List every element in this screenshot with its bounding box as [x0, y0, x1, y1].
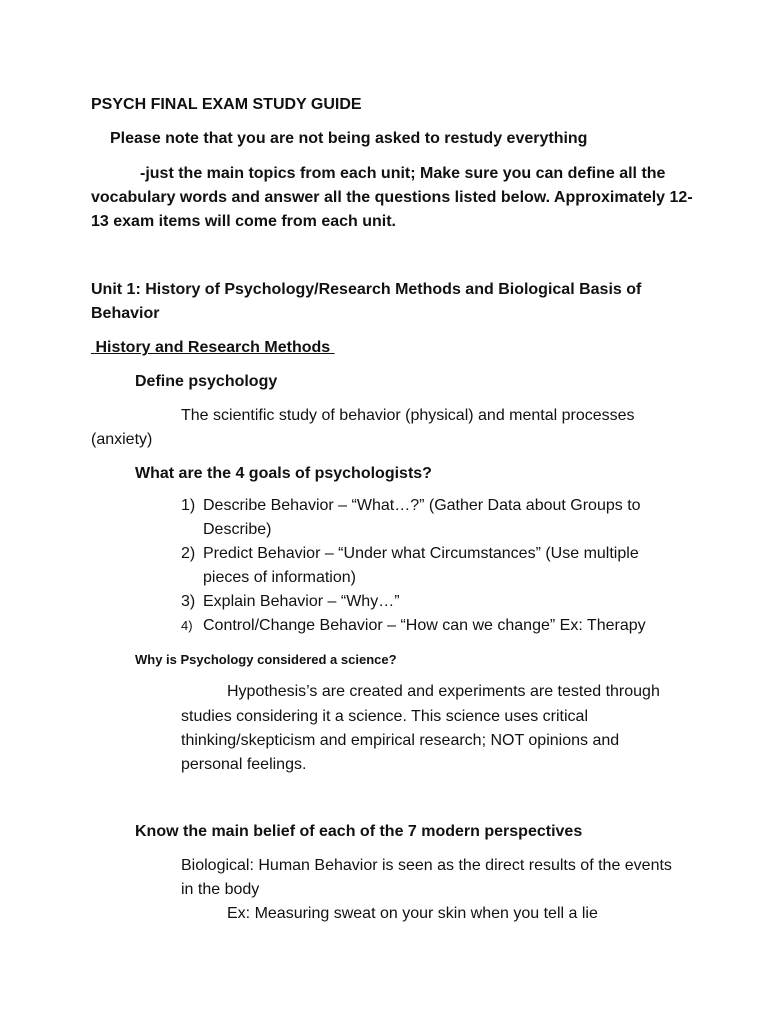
- answer-define-line-2: (anxiety): [91, 431, 153, 448]
- question-why-science: Why is Psychology considered a science?: [135, 652, 397, 667]
- question-perspectives: Know the main belief of each of the 7 modern perspectives: [135, 823, 583, 840]
- list-item: [181, 494, 661, 542]
- list-item-text-continued: Describe): [203, 521, 272, 538]
- list-item-number: 3): [181, 593, 196, 610]
- answer-science-line-4: personal feelings.: [181, 756, 307, 773]
- document-title: PSYCH FINAL EXAM STUDY GUIDE: [91, 96, 362, 113]
- note-line-4: 13 exam items will come from each unit.: [91, 213, 396, 230]
- list-item-text: Explain Behavior – “Why…”: [203, 593, 400, 610]
- list-item-number: 1): [181, 497, 196, 514]
- list-item: [181, 614, 661, 638]
- biological-line-2: in the body: [181, 881, 260, 898]
- list-item-number: 4): [181, 618, 193, 633]
- list-item-text: Predict Behavior – “Under what Circumstances” (Use multiple: [203, 545, 639, 562]
- goals-list: [181, 494, 661, 638]
- list-item-text: Describe Behavior – “What…?” (Gather Data about Groups to: [203, 497, 641, 514]
- list-item: [181, 542, 661, 590]
- list-item: [181, 590, 661, 614]
- question-four-goals: What are the 4 goals of psychologists?: [135, 465, 432, 482]
- section-heading: History and Research Methods: [91, 339, 335, 356]
- note-line-3: vocabulary words and answer all the questions listed below. Approximately 12-: [91, 189, 693, 206]
- note-line-1: Please note that you are not being asked to restudy everything: [110, 130, 588, 147]
- list-item-text-continued: pieces of information): [203, 569, 356, 586]
- unit1-heading-line-1: Unit 1: History of Psychology/Research Methods and Biological Basis of: [91, 281, 642, 298]
- list-item-text: Control/Change Behavior – “How can we change” Ex: Therapy: [203, 617, 646, 634]
- answer-define-line-1: The scientific study of behavior (physical) and mental processes: [181, 407, 635, 424]
- unit1-heading-line-2: Behavior: [91, 305, 160, 322]
- answer-science-line-3: thinking/skepticism and empirical research; NOT opinions and: [181, 732, 620, 749]
- note-line-2: -just the main topics from each unit; Make sure you can define all the: [140, 165, 666, 182]
- answer-science-line-1: Hypothesis’s are created and experiments are tested through: [227, 683, 660, 700]
- question-define-psychology: Define psychology: [135, 373, 278, 390]
- answer-science-line-2: studies considering it a science. This science uses critical: [181, 708, 588, 725]
- biological-example: Ex: Measuring sweat on your skin when you tell a lie: [227, 905, 598, 922]
- list-item-number: 2): [181, 545, 196, 562]
- biological-line-1: Biological: Human Behavior is seen as the direct results of the events: [181, 857, 672, 874]
